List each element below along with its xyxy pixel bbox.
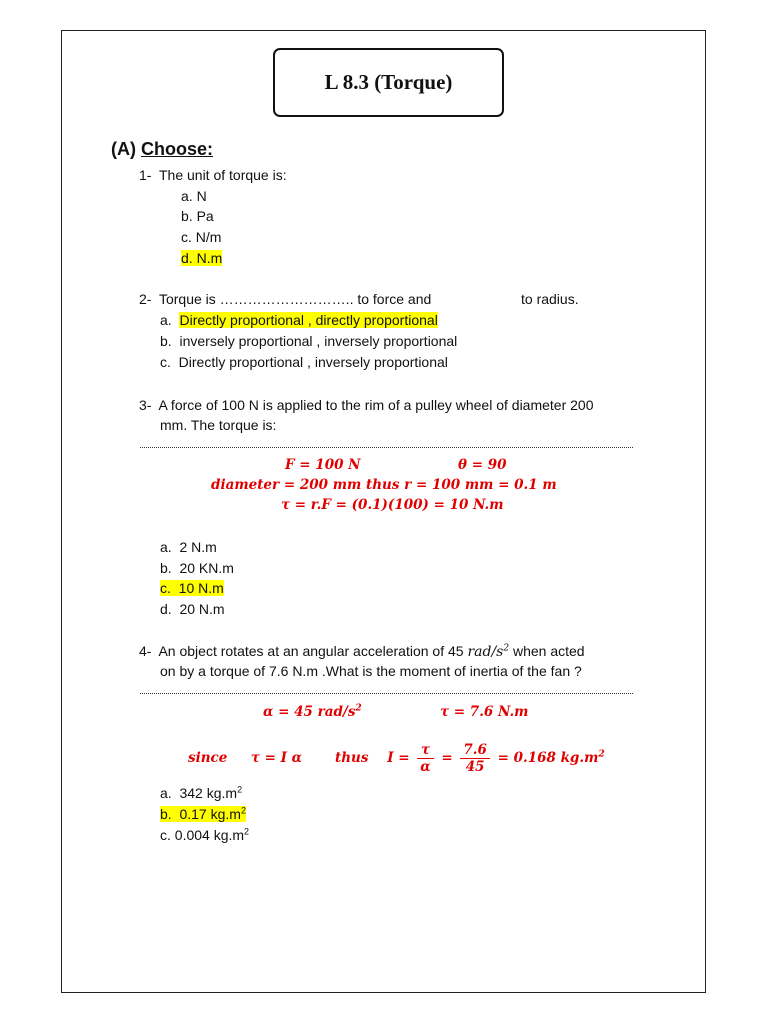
section-prefix: (A)	[111, 139, 136, 159]
section-label: Choose:	[141, 139, 214, 159]
question-4-line2: on by a torque of 7.6 N.m .What is the moment of inertia of the fan ?	[160, 663, 582, 679]
answer-dotted-line	[140, 447, 633, 448]
page-title	[273, 48, 504, 117]
q3-option-b: b. 20 KN.m	[160, 560, 234, 576]
q4-work-tau: τ = 7.6 N.m	[440, 704, 529, 720]
question-2-end: to radius.	[521, 291, 579, 307]
question-text: A force of 100 N is applied to the rim of a pulley wheel of diameter 200	[158, 397, 594, 413]
question-number: 2-	[139, 291, 152, 307]
section-heading	[111, 140, 213, 158]
q1-option-c: c. N/m	[181, 229, 222, 245]
q3-option-d: d. 20 N.m	[160, 601, 225, 617]
question-4: 4- An object rotates at an angular acceleration of 45 rad/$s^2$ when acted	[139, 643, 585, 660]
question-2	[139, 290, 431, 308]
q4-option-c: c. 0.004 $kg.m^2$	[160, 826, 250, 843]
q3-work-force: F = 100 N	[285, 457, 361, 473]
q1-option-d: d. N.m	[181, 250, 223, 266]
q2-option-c: c. Directly proportional , inversely proportional	[160, 354, 448, 370]
question-number: 1-	[139, 167, 152, 183]
q2-option-b: b. inversely proportional , inversely proportional	[160, 333, 458, 349]
q3-option-c: c. 10 N.m	[160, 580, 224, 596]
q1-option-a: a. N	[181, 188, 207, 204]
q4-option-b: b. 0.17 $kg.m^2$	[160, 805, 246, 822]
q3-option-a: a. 2 N.m	[160, 539, 217, 555]
q2-option-a: a. Directly proportional , directly proportional	[160, 312, 438, 328]
question-text: Torque is ……………………….. to force and	[158, 291, 432, 307]
question-text: The unit of torque is:	[158, 167, 287, 183]
q4-option-a: a. 342 $kg.m^2$	[160, 784, 243, 801]
q4-work-inertia: since τ = I α thus I = $\frac{\tau}{\alpha}$ = $\frac{7.6}{45}$ = 0.168 $kg.m^2$	[188, 742, 605, 775]
q4-work-alpha: α = 45 rad/$s^2$	[263, 703, 362, 720]
q3-work-radius: diameter = 200 mm thus r = 100 mm = 0.1 m	[211, 477, 557, 493]
question-3	[139, 396, 594, 414]
question-number: 3-	[139, 397, 152, 413]
answer-dotted-line	[140, 693, 633, 694]
question-number: 4-	[139, 643, 152, 659]
q1-option-b: b. Pa	[181, 208, 214, 224]
question-1	[139, 166, 287, 184]
q3-work-angle: θ = 90	[458, 457, 507, 473]
question-3-line2: mm. The torque is:	[160, 417, 277, 433]
q3-work-torque: τ = r.F = (0.1)(100) = 10 N.m	[281, 497, 504, 513]
page-title-text: L 8.3 (Torque)	[324, 70, 453, 94]
